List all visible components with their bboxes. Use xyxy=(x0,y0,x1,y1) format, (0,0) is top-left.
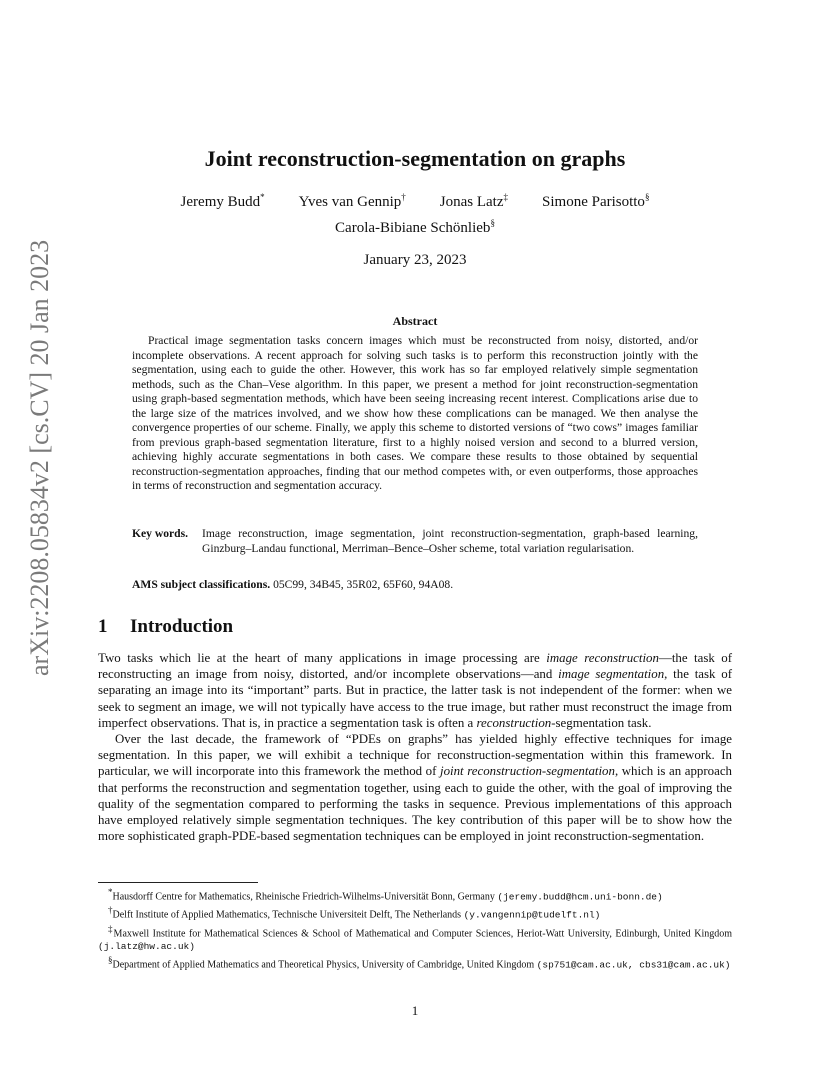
arxiv-identifier: arXiv:2208.05834v2 [cs.CV] 20 Jan 2023 xyxy=(25,239,54,676)
footnote: ‡Maxwell Institute for Mathematical Sciences & School of Mathematical and Computer Sciences, Heriot-Watt University, Edinburgh, United Kingdom (j.latz@hw.ac.uk) xyxy=(98,923,732,952)
section-title: Introduction xyxy=(130,616,234,637)
paragraph: Over the last decade, the framework of “PDEs on graphs” has yielded highly effective techniques for image segmentation. In this paper, we will exhibit a technique for reconstruction-segmentation within this framework. In particular, we will incorporate into this framework the method of joint reconstruction-segmentation, which is an approach that performs the reconstruction and segmentation together, using each to guide the other, with the goal of improving the quality of the segmentation compared to performing the tasks in sequence. Previous implementations of this approach have employed relatively simple segmentation techniques. The key contribution of this paper will be to show how the more sophisticated graph-PDE-based segmentation techniques can be employed in joint reconstruction-segmentation. xyxy=(98,732,732,844)
ams-label: AMS subject classifications. xyxy=(132,578,271,591)
ams-codes: 05C99, 34B45, 35R02, 65F60, 94A08. xyxy=(273,578,454,591)
paper-date: January 23, 2023 xyxy=(363,252,467,268)
abstract-text: Practical image segmentation tasks concern images which must be reconstructed from noisy, distorted, and/or incomplete observations. A recent approach for solving such tasks is to perform this reconstruction jointly with the segmentation, using each to guide the other. However, this work has so far employed relatively simple segmentation methods, such as the Chan–Vese algorithm. In this paper, we present a method for joint reconstruction-segmentation using graph-based segmentation methods, which have been seeing increasing recent interest. Complications arise due to the large size of the matrices involved, and we show how these complications can be managed. We then analyse the convergence properties of our scheme. Finally, we apply this scheme to distorted versions of “two cows” images familiar from previous graph-based segmentation literature, first to a highly noised version and second to a blurred version, achieving highly accurate segmentations in both cases. We compare these results to those obtained by sequential reconstruction-segmentation approaches, finding that our method competes with, or even outperforms, those approaches in terms of reconstruction and segmentation accuracy. xyxy=(132,334,698,492)
section-number: 1 xyxy=(98,616,108,637)
keywords xyxy=(132,527,698,556)
author: Simone Parisotto§ xyxy=(542,192,650,210)
author: Jonas Latz‡ xyxy=(439,192,509,210)
keywords-label: Key words. xyxy=(132,527,189,540)
page-number: 1 xyxy=(411,1003,419,1018)
paper-title: Joint reconstruction-segmentation on graphs xyxy=(204,146,626,171)
author-list-row-2 xyxy=(98,218,732,237)
paragraph: Two tasks which lie at the heart of many applications in image processing are image reconstruction—the task of reconstructing an image from noisy, distorted, and/or incomplete observations—and image segmentation, the task of separating an image into its “important” parts. But in practice, the latter task is not independent of the former: when we seek to segment an image, we will not typically have access to the true image, but rather must reconstruct the image from imperfect observations. That is, in practice a segmentation task is often a reconstruction-segmentation task. xyxy=(98,651,733,730)
abstract-heading: Abstract xyxy=(392,314,438,328)
footnote: §Department of Applied Mathematics and Theoretical Physics, University of Cambridge, United Kingdom (sp751@cam.ac.uk, cbs31@cam.ac.uk) xyxy=(108,954,731,971)
section-heading xyxy=(98,616,732,638)
footnotes xyxy=(98,886,732,972)
author: Jeremy Budd* xyxy=(180,192,265,210)
author-list xyxy=(98,192,732,211)
author: Yves van Gennip† xyxy=(298,192,406,210)
ams-classifications xyxy=(132,578,698,591)
author: Carola-Bibiane Schönlieb§ xyxy=(335,218,495,236)
footnote: †Delft Institute of Applied Mathematics, Technische Universiteit Delft, The Netherlands (y.vangennip@tudelft.nl) xyxy=(108,905,601,921)
introduction-body xyxy=(98,650,732,844)
footnote: *Hausdorff Centre for Mathematics, Rheinische Friedrich-Wilhelms-Universität Bonn, Germany (jeremy.budd@hcm.uni-bonn.de) xyxy=(108,887,663,903)
footnote-rule xyxy=(98,882,258,883)
keywords-text: Image reconstruction, image segmentation, joint reconstruction-segmentation, graph-based learning, Ginzburg–Landau functional, Merriman–Bence–Osher scheme, total variation regularisation. xyxy=(202,527,698,555)
